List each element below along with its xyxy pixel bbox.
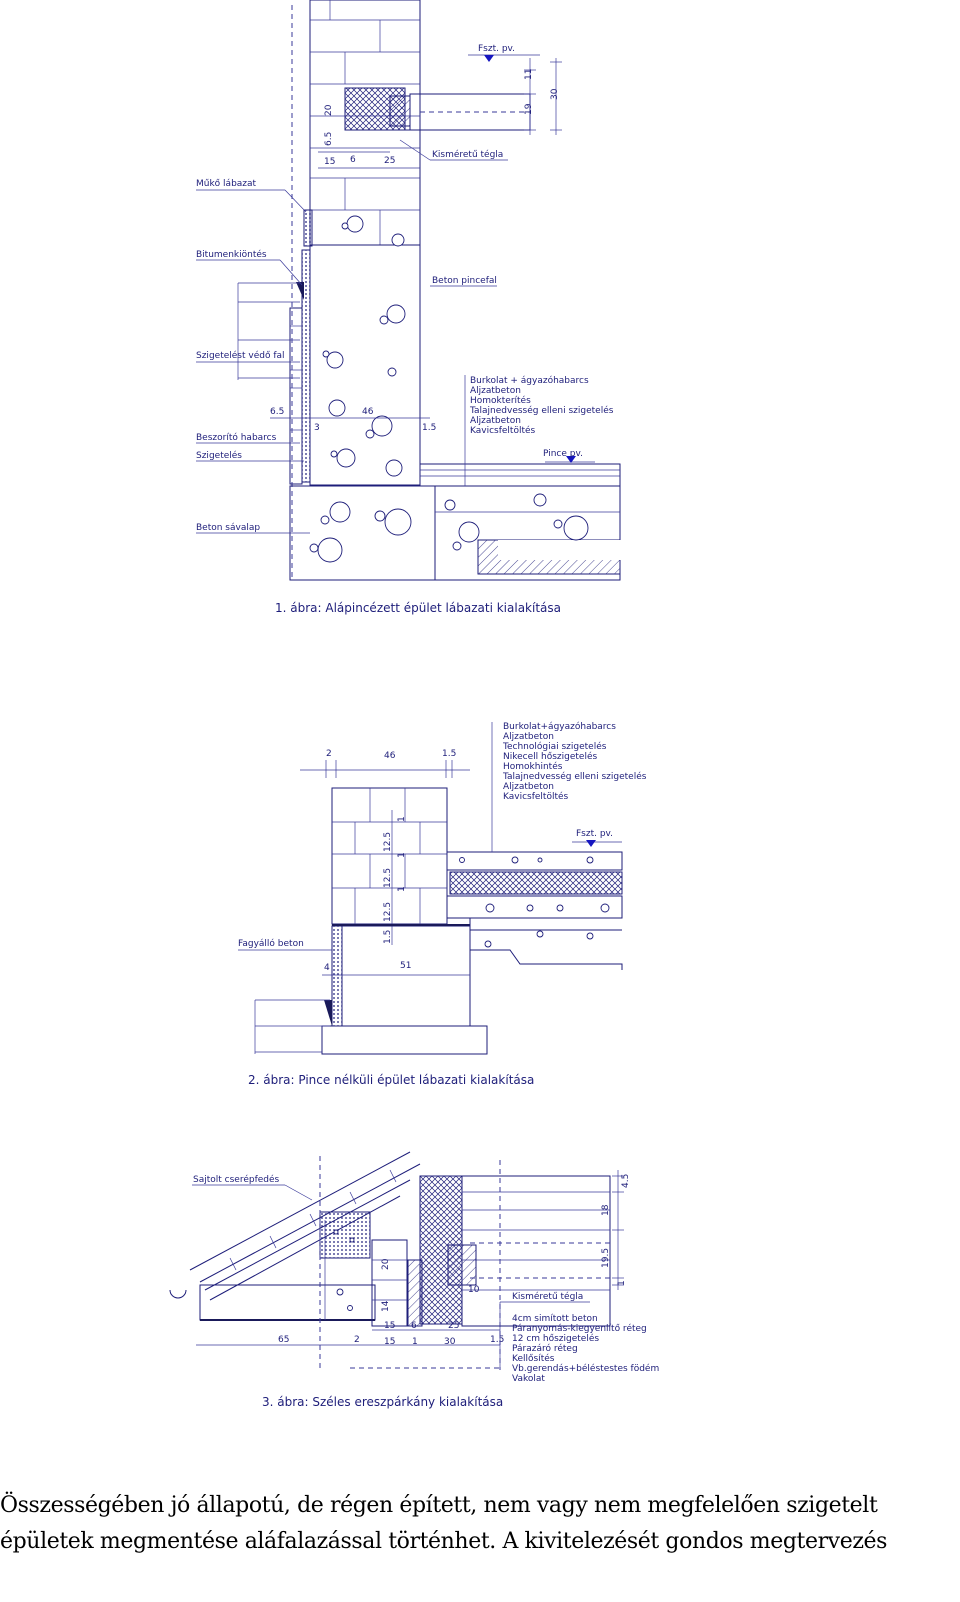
fig2-layer-item: Aljzatbeton xyxy=(503,732,554,742)
fig2-fszt-pv-label: Fszt. pv. xyxy=(576,829,614,839)
fig2-layer-list xyxy=(502,721,647,802)
fig3-dim-1-5: 1.5 xyxy=(490,1335,505,1345)
fig3-layer-item: Páranyomás-kiegyenlítő réteg xyxy=(512,1324,647,1334)
fig1-kismeretu-tegla-label: Kisméretű tégla xyxy=(432,150,504,160)
fig3-dim-14: 14 xyxy=(381,1300,391,1312)
fig3-layer-item: Kellősítés xyxy=(512,1354,555,1364)
body-paragraph xyxy=(0,1488,960,1560)
fig2-layer-item: Burkolat+ágyazóhabarcs xyxy=(503,722,616,732)
fig2-dim-1-5: 1.5 xyxy=(442,749,457,759)
fig1-dim-6: 6 xyxy=(350,155,356,165)
fig2-caption: 2. ábra: Pince nélküli épület lábazati kialakítása xyxy=(248,1073,535,1087)
fig3-layer-item: 4cm simított beton xyxy=(512,1314,598,1324)
fig1-caption: 1. ábra: Alápincézett épület lábazati kialakítása xyxy=(275,601,561,615)
fig1-layer-item: Burkolat + ágyazóhabarcs xyxy=(470,376,589,386)
fig3-kismeretu-tegla-label: Kisméretű tégla xyxy=(512,1292,584,1302)
fig3-dim-6: 6 xyxy=(411,1321,417,1331)
fig3-caption: 3. ábra: Széles ereszpárkány kialakítása xyxy=(262,1395,504,1409)
fig1-beton-pincefal-label: Beton pincefal xyxy=(432,276,497,286)
fig2-dim-1-a: 1 xyxy=(397,816,407,822)
fig2-layer-item: Aljzatbeton xyxy=(503,782,554,792)
fig2-dim-1-5-vertical: 1.5 xyxy=(383,929,393,944)
fig2-dim-2: 2 xyxy=(326,749,332,759)
fig3-layer-list xyxy=(512,1314,659,1384)
fig1-dim-3: 3 xyxy=(314,423,320,433)
fig2-dim-1-b: 1 xyxy=(397,852,407,858)
fig2-dim-12-5-mid: 12.5 xyxy=(383,867,393,888)
fig1-layer-item: Talajnedvesség elleni szigetelés xyxy=(470,406,614,416)
fig3-sajtolt-cserepfedes-label: Sajtolt cserépfedés xyxy=(193,1175,280,1185)
fig1-dim-20: 20 xyxy=(324,104,334,116)
fig3-dim-30: 30 xyxy=(444,1337,456,1347)
fig1-layer-item: Aljzatbeton xyxy=(470,416,521,426)
fig1-layer-item: Aljzatbeton xyxy=(470,386,521,396)
fig1-dim-30: 30 xyxy=(550,88,560,100)
fig2-dim-12-5-bottom: 12.5 xyxy=(383,901,393,922)
fig1-layer-list xyxy=(469,375,614,436)
fig3-dim-15-lower: 15 xyxy=(384,1337,396,1347)
fig1-layer-item: Homokterítés xyxy=(470,396,531,406)
fig3-dim-65: 65 xyxy=(278,1335,290,1345)
fig2-dim-1-c: 1 xyxy=(397,886,407,892)
fig2-layer-item: Homokhintés xyxy=(503,762,563,772)
fig3-dim-4-5: 4.5 xyxy=(621,1173,631,1188)
fig3-layer-item: Vb.gerendás+béléstestes födém xyxy=(512,1364,660,1374)
fig2-dim-51: 51 xyxy=(400,961,412,971)
fig3-dim-18: 18 xyxy=(601,1204,611,1216)
fig3-dim-1-lower: 1 xyxy=(412,1337,418,1347)
fig1-dim-1-5: 1.5 xyxy=(422,423,437,433)
fig3-layer-item: Vakolat xyxy=(512,1374,545,1384)
fig1-szigeteles-label: Szigetelés xyxy=(196,451,242,461)
fig1-dim-11: 11 xyxy=(524,68,534,80)
fig1-pince-pv-label: Pince pv. xyxy=(543,449,583,459)
fig3-dim-19-5: 19.5 xyxy=(601,1247,611,1268)
figure-3-eaves-cornice-detail xyxy=(0,1140,960,1430)
fig1-dim-15: 15 xyxy=(324,157,336,167)
fig1-szigetelest-vedo-fal-label: Szigetelést védő fal xyxy=(196,351,285,361)
fig1-dim-25: 25 xyxy=(384,156,396,166)
fig3-layer-item: 12 cm hőszigetelés xyxy=(512,1334,600,1344)
fig3-dim-1: 1 xyxy=(617,1280,627,1286)
fig1-muko-labazat-label: Műkő lábazat xyxy=(196,179,257,189)
fig1-bitumenkiontes-label: Bitumenkiöntés xyxy=(196,250,267,260)
fig2-dim-4: 4 xyxy=(324,963,330,973)
fig1-dim-46: 46 xyxy=(362,407,374,417)
fig3-dim-25: 25 xyxy=(448,1321,460,1331)
paragraph-line-2: épületek megmentése aláfalazással történhet. A kivitelezését gondos megtervezés xyxy=(0,1529,888,1554)
fig1-dim-19: 19 xyxy=(524,103,534,115)
paragraph-line-1: Összességében jó állapotú, de régen épített, nem vagy nem megfelelően szigetelt xyxy=(0,1493,878,1518)
fig2-layer-item: Nikecell hőszigetelés xyxy=(503,752,598,762)
fig3-layer-item: Párazáró réteg xyxy=(512,1344,578,1354)
fig2-dim-12-5-top: 12.5 xyxy=(383,831,393,852)
fig1-layer-item: Kavicsfeltöltés xyxy=(470,426,536,436)
fig3-dim-15-upper: 15 xyxy=(384,1321,396,1331)
fig3-dim-10: 10 xyxy=(468,1285,480,1295)
fig2-layer-item: Technológiai szigetelés xyxy=(503,742,607,752)
fig2-layer-item: Talajnedvesség elleni szigetelés xyxy=(503,772,647,782)
fig1-dim-6-5: 6.5 xyxy=(270,407,285,417)
fig1-fszt-pv-label: Fszt. pv. xyxy=(478,44,516,54)
figure-2-no-basement-plinth-detail xyxy=(0,700,960,1110)
fig3-dim-20: 20 xyxy=(381,1258,391,1270)
figure-1-basement-plinth-detail xyxy=(0,0,960,630)
fig2-fagyallo-beton-label: Fagyálló beton xyxy=(238,939,304,949)
fig3-dim-2: 2 xyxy=(354,1335,360,1345)
fig2-layer-item: Kavicsfeltöltés xyxy=(503,792,569,802)
fig1-dim-6-5-vertical: 6.5 xyxy=(324,131,334,146)
fig1-beszorito-habarcs-label: Beszorító habarcs xyxy=(196,433,277,443)
fig2-dim-46: 46 xyxy=(384,751,396,761)
fig1-beton-savalap-label: Beton sávalap xyxy=(196,523,261,533)
